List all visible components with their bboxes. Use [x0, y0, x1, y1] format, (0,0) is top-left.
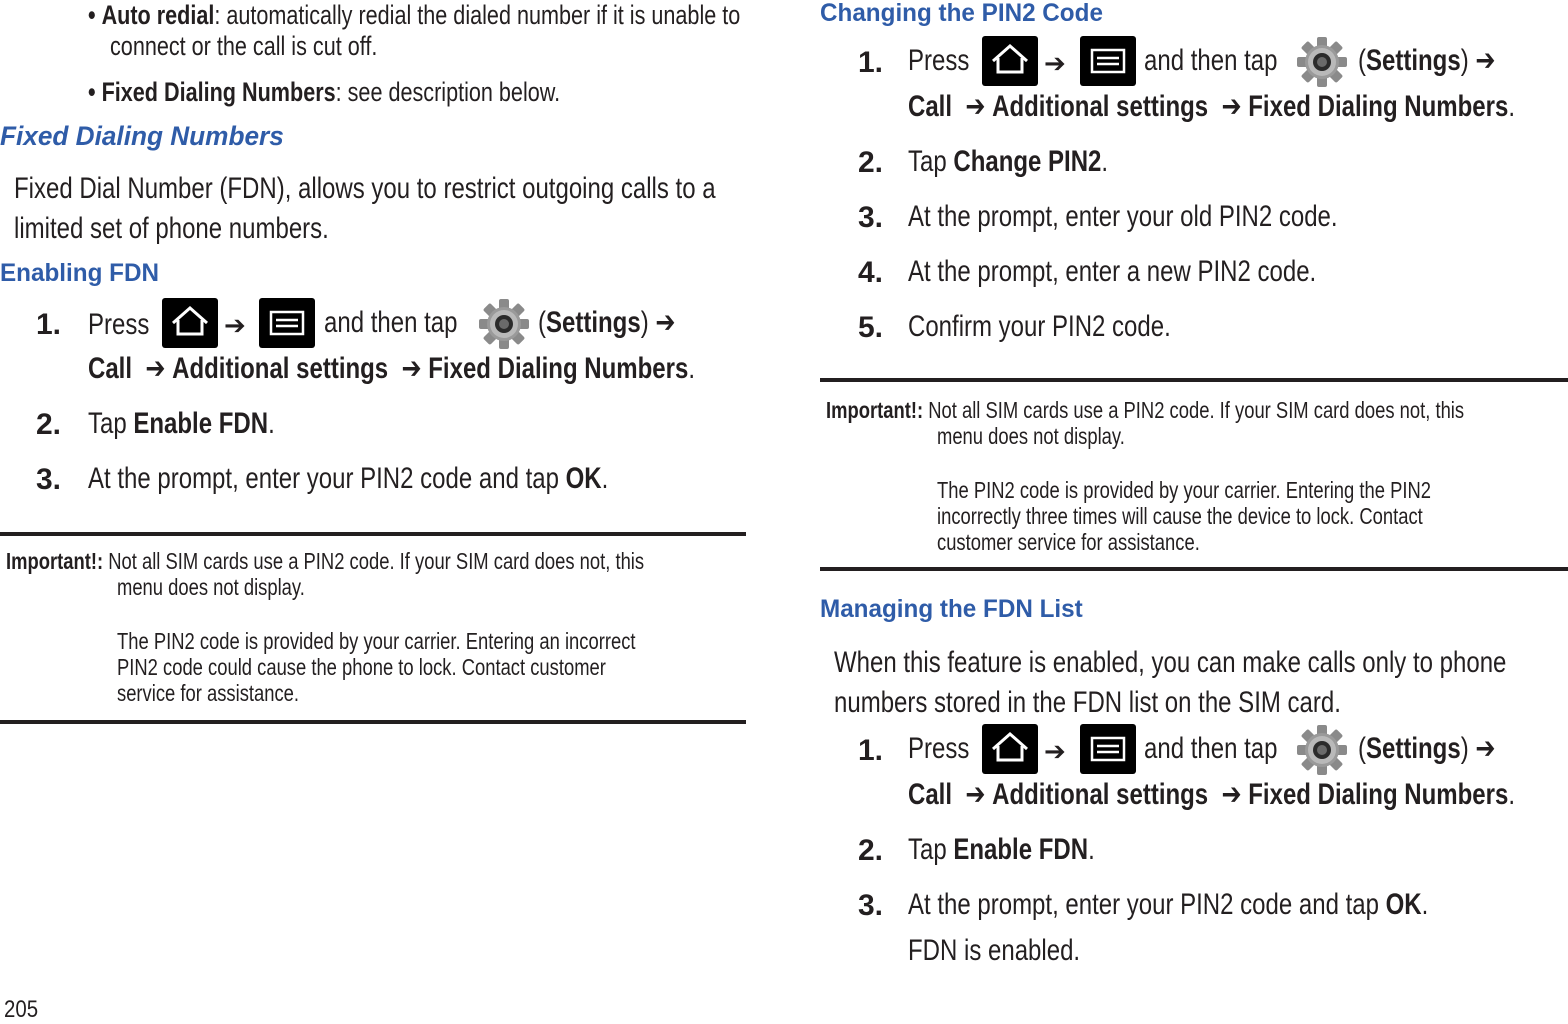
menu-key-icon: [1080, 724, 1136, 774]
step-text: and then tap: [324, 306, 458, 339]
important-note: Important!: Not all SIM cards use a PIN2 code. If your SIM card does not, this: [826, 397, 1465, 423]
note-text: customer service for assistance.: [937, 529, 1200, 555]
step-1-line: [88, 298, 165, 352]
step-number: 3.: [36, 463, 62, 496]
bullet-continuation: connect or the call is cut off.: [110, 31, 378, 61]
note-divider: [820, 567, 1568, 571]
note-divider: [820, 378, 1568, 382]
step-text: and then tap: [1144, 44, 1278, 77]
step-number: 3.: [858, 889, 884, 922]
section-title-fdn: Fixed Dialing Numbers: [0, 121, 284, 151]
step-number: 1.: [858, 734, 884, 767]
subsection-title-enabling-fdn: Enabling FDN: [0, 259, 159, 287]
right-arrow-icon: ➔: [655, 306, 676, 339]
step-text: Press: [908, 44, 970, 77]
step-text: At the prompt, enter your PIN2 code and tap OK.: [908, 888, 1429, 921]
right-arrow-icon: ➔: [1475, 732, 1496, 765]
bullet-item-auto-redial: [88, 0, 903, 30]
step-text: and then tap: [1144, 732, 1278, 765]
note-text: The PIN2 code is provided by your carrier. Entering the PIN2: [937, 477, 1431, 503]
note-text: The PIN2 code is provided by your carrier. Entering an incorrect: [117, 628, 636, 654]
step-text: At the prompt, enter your old PIN2 code.: [908, 200, 1338, 233]
important-note: Important!: Not all SIM cards use a PIN2 code. If your SIM card does not, this: [6, 548, 645, 574]
step-text: (Settings) ➔: [538, 306, 676, 339]
step-number: 3.: [858, 201, 884, 234]
note-text: service for assistance.: [117, 680, 300, 706]
step-number: 2.: [858, 146, 884, 179]
note-text: PIN2 code could cause the phone to lock. Contact customer: [117, 654, 606, 680]
note-text: menu does not display.: [117, 574, 305, 600]
step-text: At the prompt, enter a new PIN2 code.: [908, 255, 1317, 288]
note-text: menu does not display.: [937, 423, 1125, 449]
section-title-change-pin2: Changing the PIN2 Code: [820, 0, 1103, 27]
page-number: 205: [4, 996, 39, 1023]
bullet-text: : automatically redial the dialed number if it is unable to: [214, 0, 741, 30]
step-number: 5.: [858, 311, 884, 344]
right-arrow-icon: ➔: [965, 90, 986, 123]
intro-text: Fixed Dial Number (FDN), allows you to restrict outgoing calls to a: [14, 172, 716, 205]
home-key-icon: [162, 298, 218, 348]
menu-key-icon: [259, 298, 315, 348]
right-arrow-icon: ➔: [1221, 90, 1242, 123]
intro-text: numbers stored in the FDN list on the SIM card.: [834, 686, 1341, 719]
bullet-item-fdn: [88, 77, 678, 107]
home-key-icon: [982, 36, 1038, 86]
right-arrow-icon: ➔: [965, 778, 986, 811]
settings-gear-icon: [1294, 34, 1350, 90]
step-text: Confirm your PIN2 code.: [908, 310, 1171, 343]
note-divider: [0, 532, 746, 536]
menu-key-icon: [1080, 36, 1136, 86]
bullet-term: Fixed Dialing Numbers: [101, 77, 336, 107]
step-text: (Settings) ➔: [1358, 732, 1496, 765]
step-number: 4.: [858, 256, 884, 289]
note-label: Important!:: [826, 397, 924, 423]
right-arrow-icon: ➔: [1044, 48, 1066, 78]
section-title-manage-fdn: Managing the FDN List: [820, 595, 1083, 623]
step-text: At the prompt, enter your PIN2 code and tap OK.: [88, 462, 609, 495]
step-text: Press: [88, 308, 150, 341]
bullet-dot: •: [88, 77, 96, 107]
step-text: Tap Change PIN2.: [908, 145, 1109, 178]
step-number: 2.: [36, 408, 62, 441]
settings-gear-icon: [1294, 722, 1350, 778]
step-path: Call ➔ Additional settings ➔ Fixed Dialing Numbers.: [88, 352, 696, 385]
home-key-icon: [982, 724, 1038, 774]
step-number: 1.: [36, 308, 62, 341]
right-arrow-icon: ➔: [1221, 778, 1242, 811]
right-arrow-icon: ➔: [1044, 736, 1066, 766]
note-text: incorrectly three times will cause the device to lock. Contact: [937, 503, 1423, 529]
bullet-dot: •: [88, 0, 96, 30]
step-text: Tap Enable FDN.: [88, 407, 275, 440]
step-path: Call ➔ Additional settings ➔ Fixed Dialing Numbers.: [908, 90, 1516, 123]
note-divider: [0, 720, 746, 724]
bullet-text: : see description below.: [335, 77, 561, 107]
right-arrow-icon: ➔: [224, 310, 246, 340]
right-arrow-icon: ➔: [1475, 44, 1496, 77]
step-text: Tap Enable FDN.: [908, 833, 1095, 866]
right-arrow-icon: ➔: [401, 352, 422, 385]
step-text: (Settings) ➔: [1358, 44, 1496, 77]
intro-text: limited set of phone numbers.: [14, 212, 329, 245]
step-text: Press: [908, 732, 970, 765]
step-result: FDN is enabled.: [908, 934, 1081, 967]
note-label: Important!:: [6, 548, 104, 574]
settings-gear-icon: [476, 296, 532, 352]
step-number: 1.: [858, 46, 884, 79]
intro-text: When this feature is enabled, you can make calls only to phone: [834, 646, 1507, 679]
bullet-term: Auto redial: [101, 0, 215, 30]
step-number: 2.: [858, 834, 884, 867]
right-arrow-icon: ➔: [145, 352, 166, 385]
step-path: Call ➔ Additional settings ➔ Fixed Dialing Numbers.: [908, 778, 1516, 811]
